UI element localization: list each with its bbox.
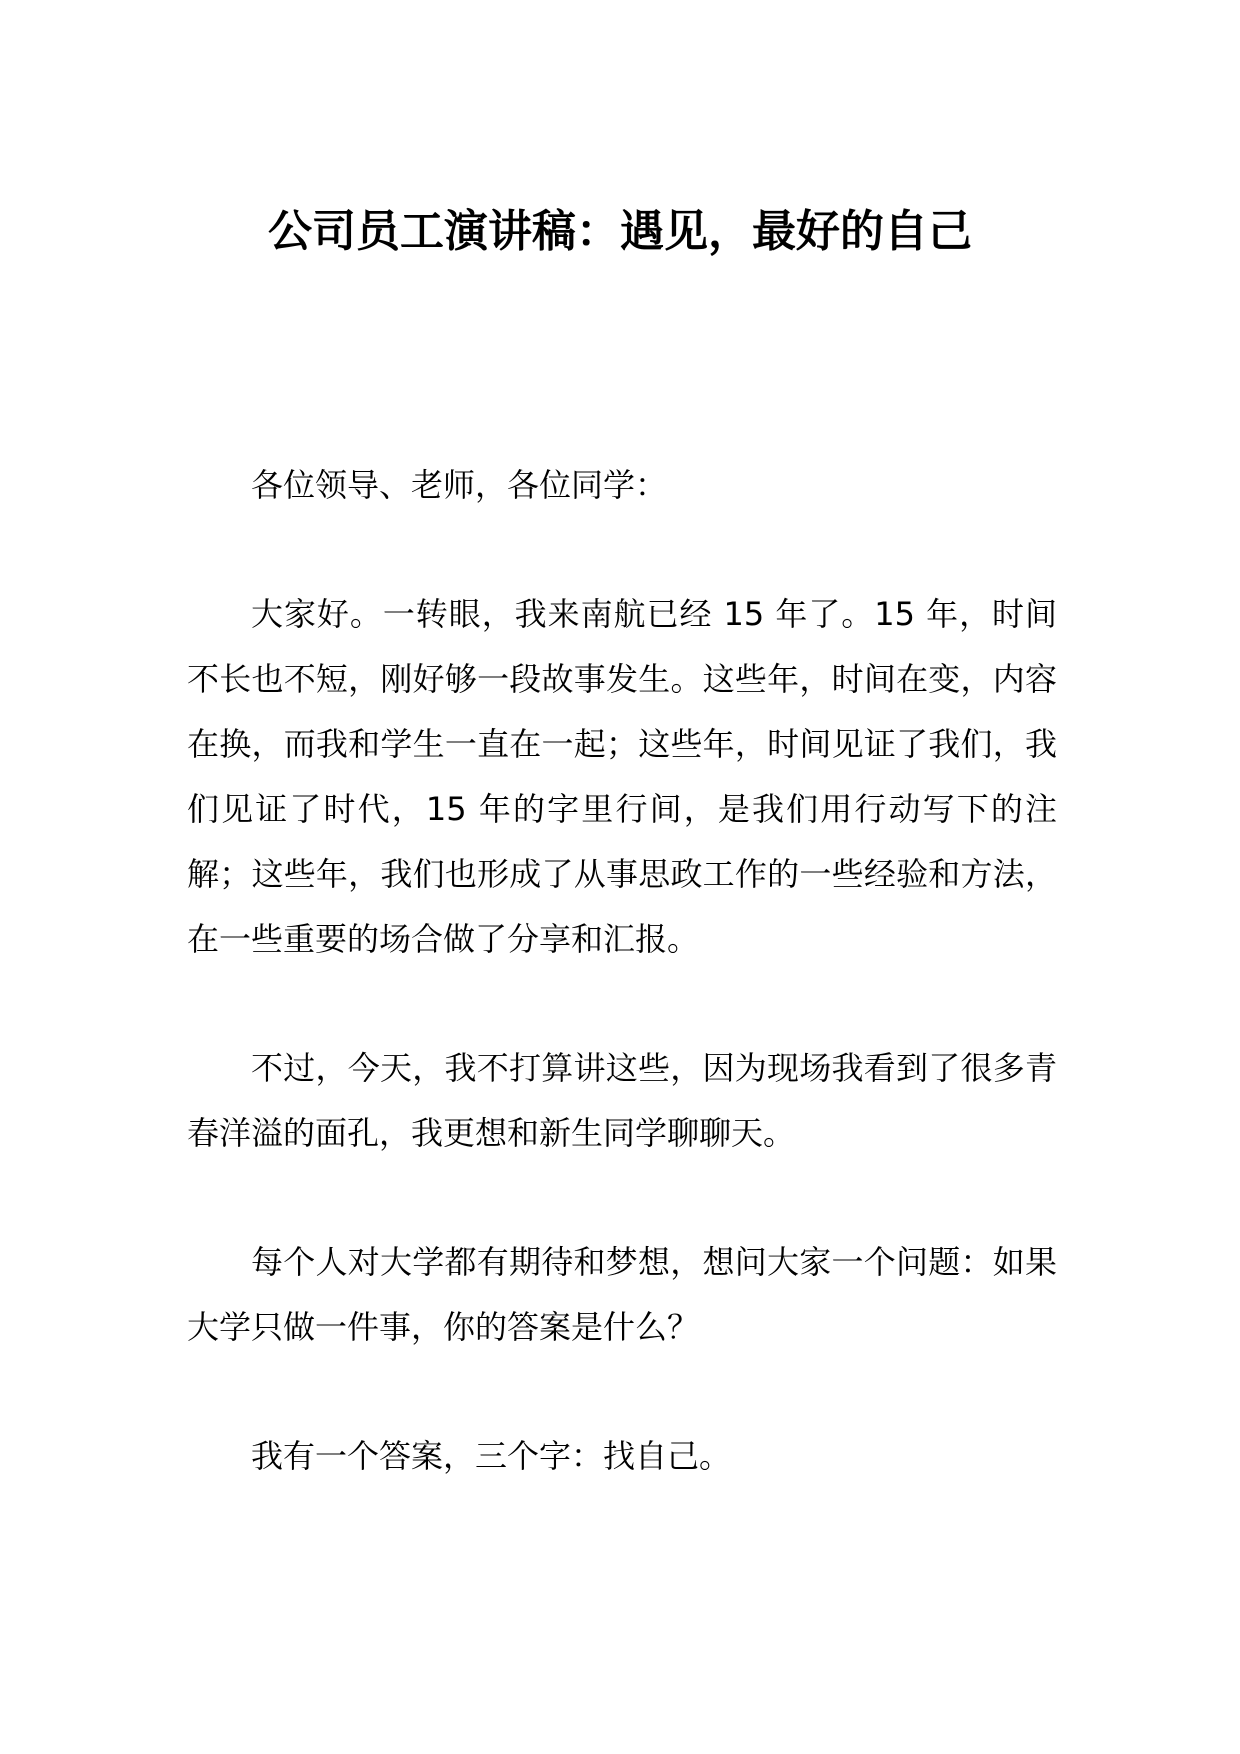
paragraph-answer: 我有一个答案，三个字：找自己。 bbox=[251, 1437, 732, 1475]
paragraph-transition: 不过，今天，我不打算讲这些，因为现场我看到了很多青春洋溢的面孔，我更想和新生同学聊聊天。 bbox=[187, 1049, 1057, 1152]
document-body bbox=[187, 453, 1057, 1553]
document-title: 公司员工演讲稿：遇见，最好的自己 bbox=[268, 206, 972, 257]
paragraph-greeting: 各位领导、老师，各位同学： bbox=[251, 466, 668, 504]
paragraph-question: 每个人对大学都有期待和梦想，想问大家一个问题：如果大学只做一件事，你的答案是什么？ bbox=[187, 1243, 1057, 1346]
paragraph-intro: 大家好。一转眼，我来南航已经 15 年了。15 年，时间不长也不短，刚好够一段故事发生。这些年，时间在变，内容在换，而我和学生一直在一起；这些年，时间见证了我们，我们见证了时代，15 年的字里行间，是我们用行动写下的注解；这些年，我们也形成了从事思政工作的一些经验和方法，在一些重要的场合做了分享和汇报。 bbox=[187, 595, 1057, 958]
